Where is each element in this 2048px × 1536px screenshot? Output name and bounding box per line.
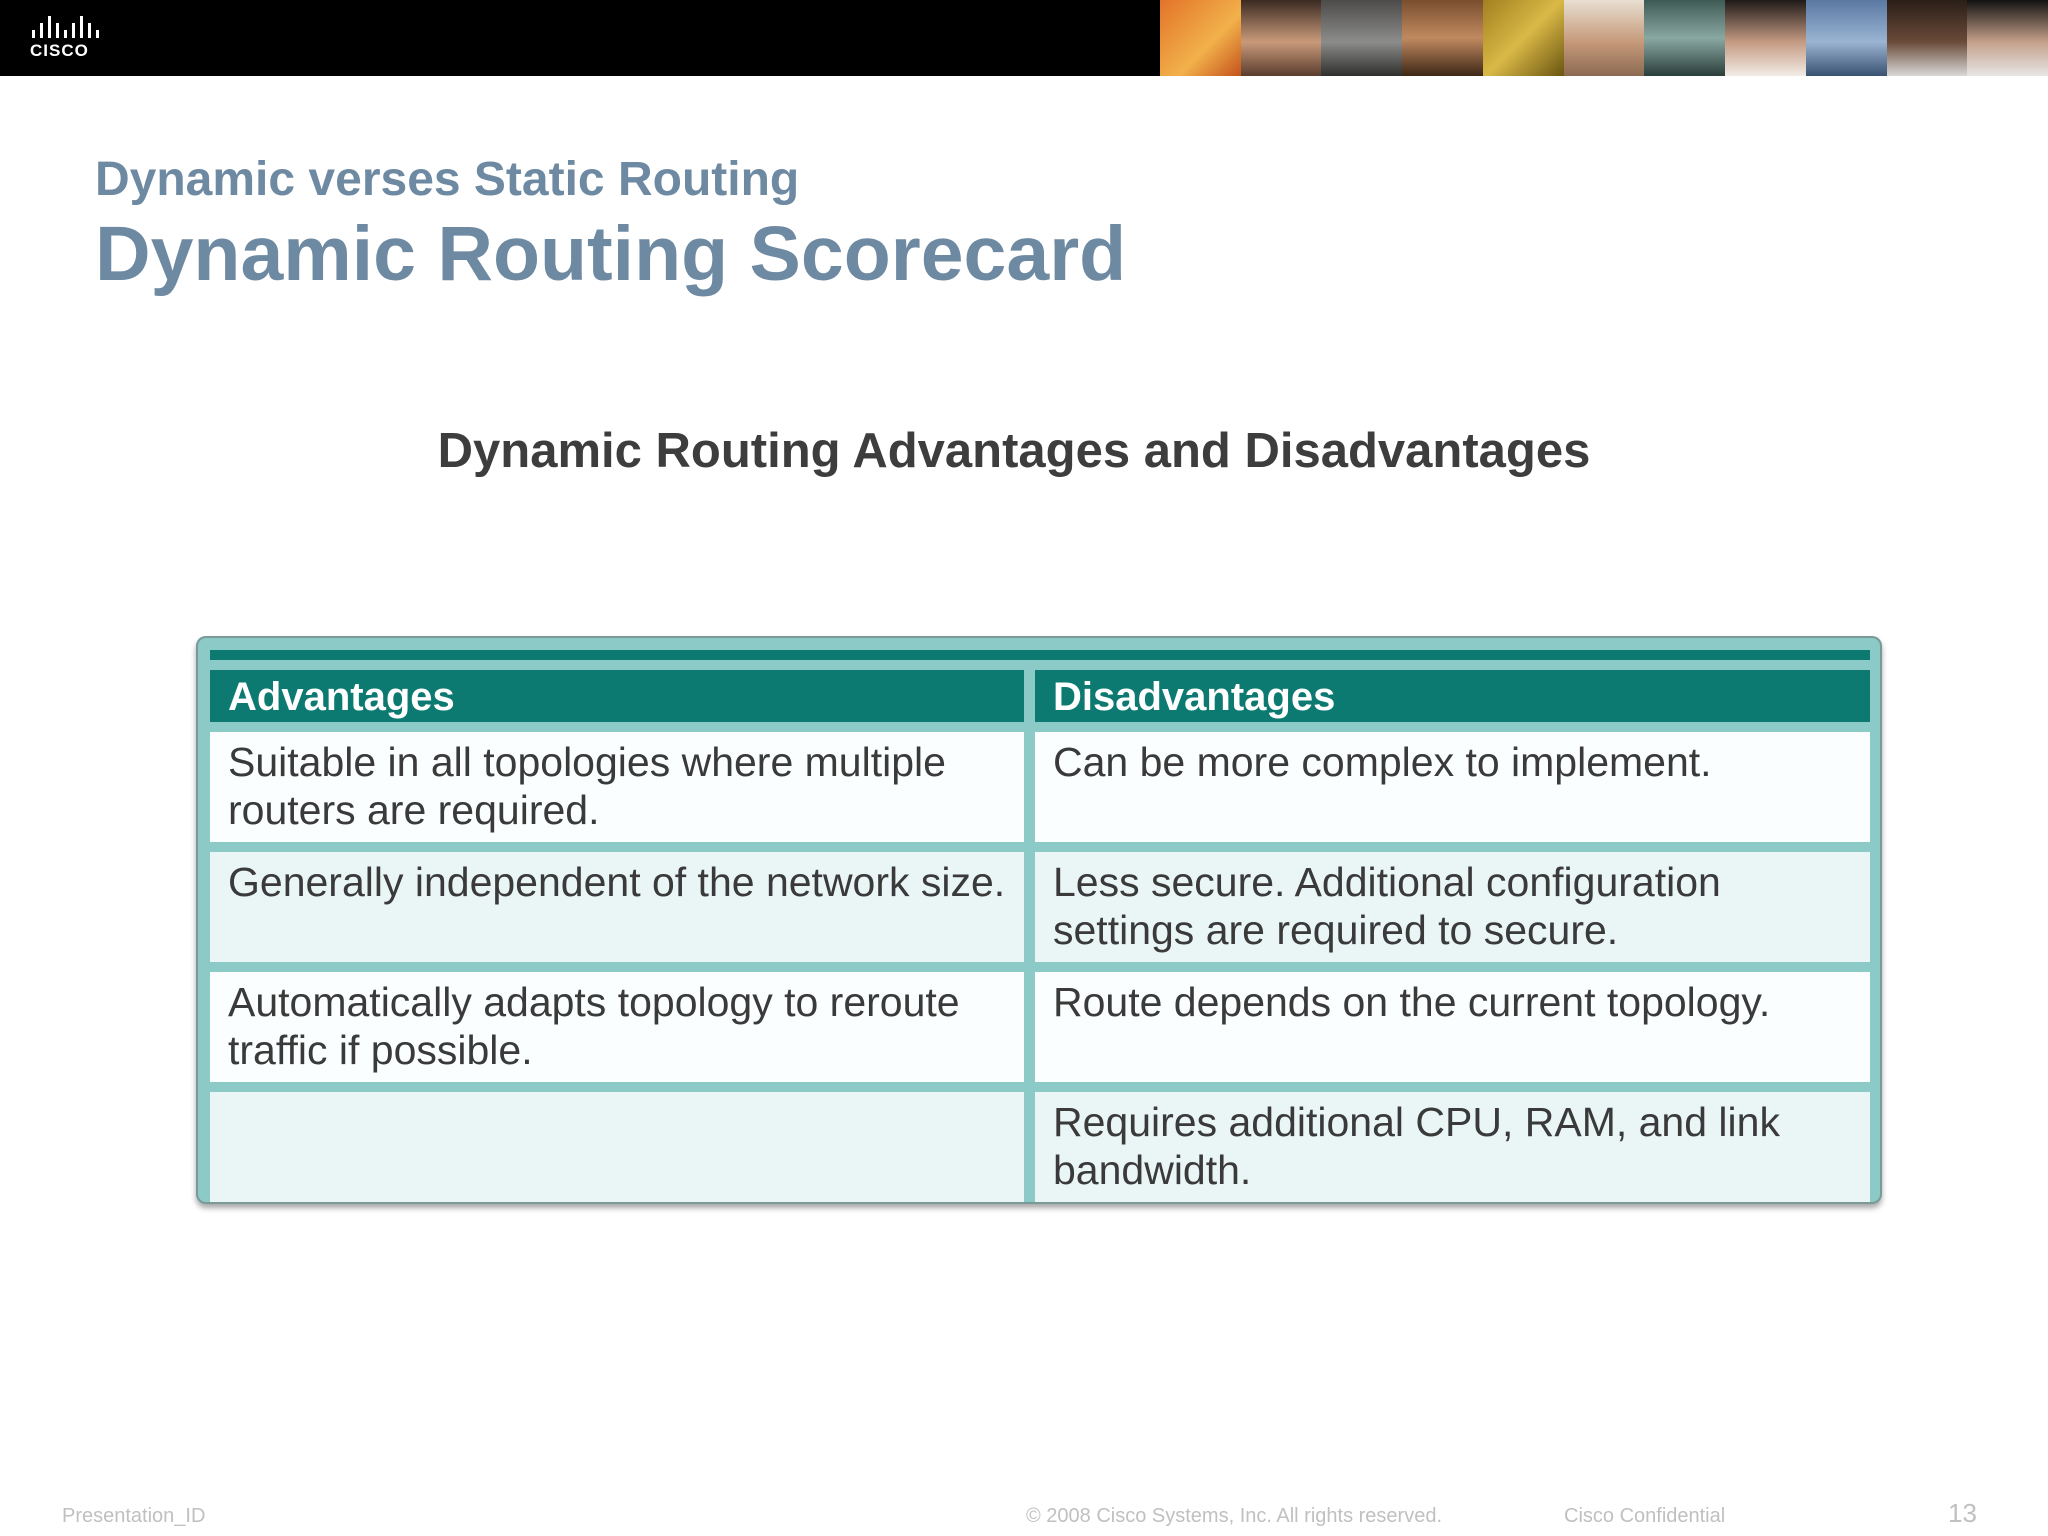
header-photo-strip xyxy=(1160,0,2048,76)
table-row xyxy=(210,842,1870,962)
photo-tile xyxy=(1967,0,2048,76)
disadvantage-cell: Less secure. Additional configuration settings are required to secure. xyxy=(1035,842,1870,962)
footer-presentation-id: Presentation_ID xyxy=(62,1505,206,1527)
advantage-cell-empty xyxy=(210,1082,1035,1202)
scorecard-table-frame xyxy=(196,636,1882,1204)
figure-heading: Dynamic Routing Advantages and Disadvantages xyxy=(437,424,1591,478)
table-row xyxy=(210,722,1870,842)
table-top-bar xyxy=(210,650,1870,660)
table-row xyxy=(210,1082,1870,1202)
photo-tile xyxy=(1564,0,1645,76)
column-header-advantages: Advantages xyxy=(210,670,1035,722)
scorecard-table xyxy=(210,670,1870,1202)
footer-confidential: Cisco Confidential xyxy=(1564,1505,1726,1527)
disadvantage-cell: Requires additional CPU, RAM, and link bandwidth. xyxy=(1035,1082,1870,1202)
disadvantage-cell: Route depends on the current topology. xyxy=(1035,962,1870,1082)
photo-tile xyxy=(1241,0,1322,76)
top-banner xyxy=(0,0,2048,76)
column-header-disadvantages: Disadvantages xyxy=(1035,670,1870,722)
slide-subtitle: Dynamic verses Static Routing xyxy=(95,153,800,206)
photo-tile xyxy=(1725,0,1806,76)
photo-tile xyxy=(1321,0,1402,76)
table-header-row xyxy=(210,670,1870,722)
photo-tile xyxy=(1644,0,1725,76)
photo-tile xyxy=(1806,0,1887,76)
cisco-logo-text: CISCO xyxy=(30,41,89,60)
cisco-logo xyxy=(30,16,120,64)
photo-tile xyxy=(1887,0,1968,76)
disadvantage-cell: Can be more complex to implement. xyxy=(1035,722,1870,842)
advantage-cell: Suitable in all topologies where multiple routers are required. xyxy=(210,722,1035,842)
footer-copyright: © 2008 Cisco Systems, Inc. All rights reserved. xyxy=(1026,1505,1443,1527)
cisco-logo-bars-icon xyxy=(30,16,120,38)
photo-tile xyxy=(1402,0,1483,76)
photo-tile xyxy=(1160,0,1241,76)
advantage-cell: Generally independent of the network size. xyxy=(210,842,1035,962)
slide-title: Dynamic Routing Scorecard xyxy=(95,211,1127,297)
page-number: 13 xyxy=(1948,1498,1977,1528)
table-row xyxy=(210,962,1870,1082)
advantage-cell: Automatically adapts topology to reroute traffic if possible. xyxy=(210,962,1035,1082)
photo-tile xyxy=(1483,0,1564,76)
